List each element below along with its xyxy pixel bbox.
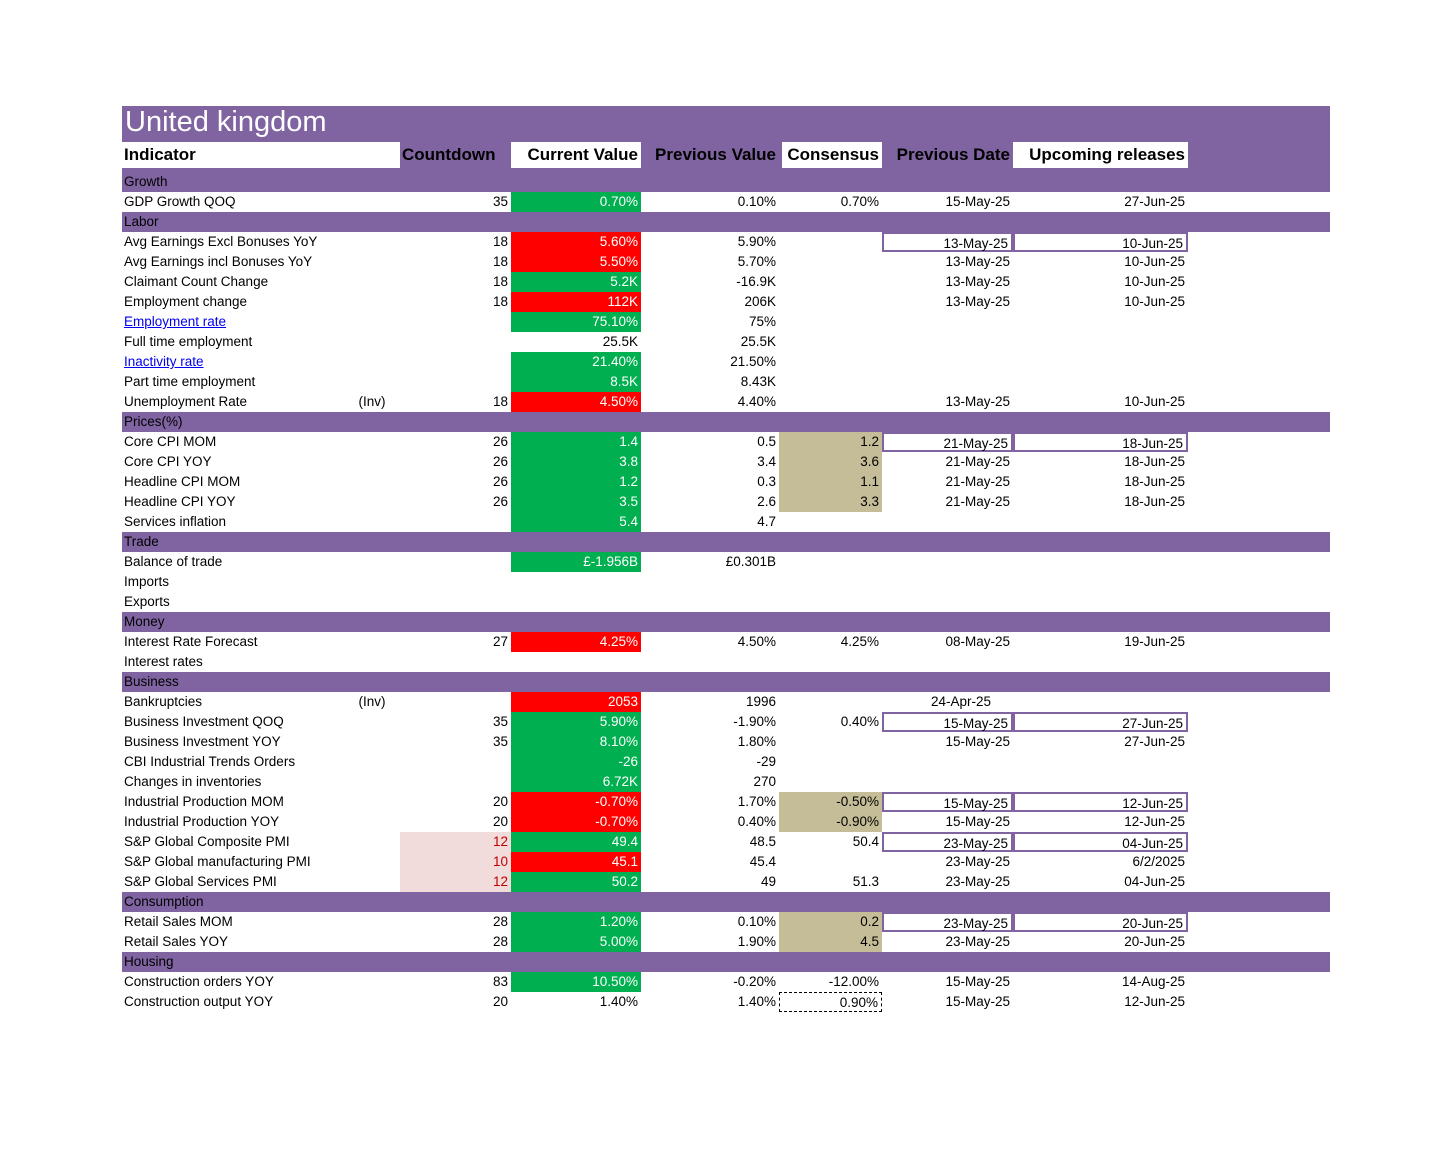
current-value-cell: 75.10% <box>511 312 641 332</box>
previous-value-cell: 4.7 <box>757 514 776 529</box>
header-countdown: Countdown <box>402 145 496 164</box>
countdown-cell: 26 <box>492 474 508 489</box>
consensus-cell <box>779 692 882 712</box>
consensus-cell: -0.90% <box>779 812 882 832</box>
upcoming-release-cell: 04-Jun-25 <box>1013 832 1188 852</box>
upcoming-release-cell <box>1013 752 1188 772</box>
countdown-cell: 26 <box>492 454 508 469</box>
countdown-cell: 10 <box>400 852 511 872</box>
previous-value-cell: 3.4 <box>757 454 776 469</box>
countdown-cell <box>400 312 511 332</box>
table-row <box>122 592 1330 612</box>
consensus-cell <box>779 852 882 872</box>
previous-value-cell: 4.40% <box>737 394 776 409</box>
previous-value-cell: 45.4 <box>749 854 776 869</box>
current-value-cell: 2053 <box>511 692 641 712</box>
previous-value-cell: 270 <box>753 774 776 789</box>
indicator-name: Balance of trade <box>124 554 223 569</box>
countdown-cell: 18 <box>492 294 508 309</box>
consensus-cell <box>779 272 882 292</box>
consensus-cell <box>779 312 882 332</box>
indicator-name: Retail Sales YOY <box>124 934 229 949</box>
indicator-name: Industrial Production YOY <box>124 814 280 829</box>
current-value-cell: 112K <box>511 292 641 312</box>
indicator-name: Retail Sales MOM <box>124 914 233 929</box>
indicator-name: Exports <box>124 594 170 609</box>
table-row <box>122 312 1330 332</box>
countdown-cell: 12 <box>400 872 511 892</box>
current-value-cell: 1.2 <box>511 472 641 492</box>
consensus-cell: 0.2 <box>779 912 882 932</box>
previous-date-cell: 08-May-25 <box>945 634 1010 649</box>
indicator-name: Interest rates <box>124 654 203 669</box>
consensus-cell <box>779 392 882 412</box>
previous-date-cell <box>882 772 1013 792</box>
countdown-cell: 20 <box>492 814 508 829</box>
upcoming-release-cell: 04-Jun-25 <box>1124 874 1185 889</box>
upcoming-release-cell: 10-Jun-25 <box>1124 254 1185 269</box>
table-row <box>122 812 1330 832</box>
table-row <box>122 372 1330 392</box>
header-current-value: Current Value <box>511 142 641 168</box>
previous-value-cell: 0.5 <box>757 434 776 449</box>
consensus-cell: -0.50% <box>779 792 882 812</box>
countdown-cell: 83 <box>492 974 508 989</box>
upcoming-release-cell: 19-Jun-25 <box>1124 634 1185 649</box>
table-row <box>122 832 1330 852</box>
table-row <box>122 272 1330 292</box>
previous-value-cell: 8.43K <box>740 374 776 389</box>
previous-date-cell: 15-May-25 <box>882 712 1013 732</box>
upcoming-release-cell <box>1013 312 1188 332</box>
consensus-cell <box>779 352 882 372</box>
table-row <box>122 972 1330 992</box>
consensus-cell: 0.70% <box>840 194 879 209</box>
table-row <box>122 632 1330 652</box>
consensus-cell <box>779 292 882 312</box>
consensus-cell <box>779 652 882 672</box>
table-row <box>122 292 1330 312</box>
upcoming-release-cell: 10-Jun-25 <box>1124 394 1185 409</box>
previous-value-cell: 1.70% <box>737 794 776 809</box>
sheet-title: United kingdom <box>122 106 1330 140</box>
indicator-name: S&P Global manufacturing PMI <box>124 854 311 869</box>
countdown-cell: 26 <box>492 434 508 449</box>
previous-value-cell: -16.9K <box>736 274 776 289</box>
previous-value-cell: 206K <box>744 294 776 309</box>
indicator-name: GDP Growth QOQ <box>124 194 236 209</box>
table-row <box>122 712 1330 732</box>
current-value-cell: 49.4 <box>511 832 641 852</box>
current-value-cell: 5.4 <box>511 512 641 532</box>
indicator-name: Headline CPI MOM <box>124 474 241 489</box>
indicator-link[interactable]: Inactivity rate <box>124 354 204 369</box>
indicator-name: Core CPI MOM <box>124 434 217 449</box>
countdown-cell <box>400 592 511 612</box>
table-row <box>122 752 1330 772</box>
indicator-name: S&P Global Services PMI <box>124 874 277 889</box>
countdown-cell <box>400 552 511 572</box>
countdown-cell <box>400 692 511 712</box>
previous-date-cell: 24-Apr-25 <box>930 694 991 709</box>
table-row <box>122 692 1330 712</box>
table-row <box>122 192 1330 212</box>
section-header: Trade <box>122 532 1330 552</box>
previous-date-cell: 23-May-25 <box>882 832 1013 852</box>
previous-value-cell: 5.90% <box>737 234 776 249</box>
countdown-cell: 20 <box>492 994 508 1009</box>
countdown-cell: 35 <box>492 734 508 749</box>
previous-date-cell: 15-May-25 <box>945 994 1010 1009</box>
previous-date-cell <box>882 752 1013 772</box>
current-value-cell: -0.70% <box>511 812 641 832</box>
indicator-name: Interest Rate Forecast <box>124 634 258 649</box>
upcoming-release-cell: 12-Jun-25 <box>1124 994 1185 1009</box>
previous-date-cell: 15-May-25 <box>882 792 1013 812</box>
previous-date-cell: 13-May-25 <box>945 294 1010 309</box>
countdown-cell: 20 <box>492 794 508 809</box>
upcoming-release-cell <box>1013 652 1188 672</box>
previous-value-cell: 1.40% <box>737 994 776 1009</box>
table-row <box>122 492 1330 512</box>
countdown-cell: 35 <box>492 194 508 209</box>
current-value-cell: -0.70% <box>511 792 641 812</box>
previous-date-cell <box>882 352 1013 372</box>
countdown-cell: 28 <box>492 934 508 949</box>
previous-date-cell: 23-May-25 <box>882 912 1013 932</box>
previous-date-cell <box>882 332 1013 352</box>
indicator-name: Imports <box>124 574 170 589</box>
current-value-cell <box>511 652 641 672</box>
previous-date-cell: 15-May-25 <box>945 734 1010 749</box>
countdown-cell: 18 <box>492 394 508 409</box>
table-row <box>122 772 1330 792</box>
previous-date-cell: 21-May-25 <box>945 494 1010 509</box>
upcoming-release-cell: 14-Aug-25 <box>1121 974 1185 989</box>
table-row <box>122 652 1330 672</box>
section-header: Money <box>122 612 1330 632</box>
consensus-cell: 0.90% <box>779 992 882 1012</box>
table-row <box>122 552 1330 572</box>
countdown-cell <box>400 512 511 532</box>
current-value-cell: -26 <box>511 752 641 772</box>
table-row <box>122 932 1330 952</box>
previous-value-cell: -29 <box>756 754 776 769</box>
current-value-cell: 1.20% <box>511 912 641 932</box>
previous-date-cell <box>882 312 1013 332</box>
previous-value-cell: 0.10% <box>737 914 776 929</box>
table-row <box>122 872 1330 892</box>
previous-date-cell <box>882 652 1013 672</box>
upcoming-release-cell: 18-Jun-25 <box>1124 494 1185 509</box>
section-header: Business <box>122 672 1330 692</box>
indicator-link[interactable]: Employment rate <box>124 314 227 329</box>
current-value-cell: 6.72K <box>511 772 641 792</box>
indicator-name: Services inflation <box>124 514 227 529</box>
previous-value-cell: 4.50% <box>737 634 776 649</box>
previous-date-cell: 23-May-25 <box>945 934 1010 949</box>
upcoming-release-cell <box>1013 512 1188 532</box>
countdown-cell: 18 <box>492 234 508 249</box>
countdown-cell <box>400 332 511 352</box>
current-value-cell <box>511 592 641 612</box>
current-value-cell: 5.2K <box>511 272 641 292</box>
previous-date-cell: 13-May-25 <box>945 254 1010 269</box>
consensus-cell <box>779 752 882 772</box>
indicator-name: Bankruptcies <box>124 694 203 709</box>
previous-value-cell: 1.90% <box>737 934 776 949</box>
consensus-cell <box>779 332 882 352</box>
indicator-name: Industrial Production MOM <box>124 794 284 809</box>
previous-date-cell: 23-May-25 <box>945 874 1010 889</box>
table-row <box>122 732 1330 752</box>
previous-value-cell: 0.40% <box>737 814 776 829</box>
countdown-cell: 27 <box>492 634 508 649</box>
current-value-cell: 5.60% <box>511 232 641 252</box>
indicator-name: Full time employment <box>124 334 253 349</box>
previous-value-cell <box>641 652 779 672</box>
previous-value-cell <box>641 572 779 592</box>
header-consensus: Consensus <box>782 142 882 168</box>
countdown-cell: 18 <box>492 274 508 289</box>
previous-value-cell: 0.3 <box>757 474 776 489</box>
indicator-name: Claimant Count Change <box>124 274 269 289</box>
upcoming-release-cell: 27-Jun-25 <box>1124 734 1185 749</box>
header-row <box>122 140 1330 172</box>
header-upcoming-releases: Upcoming releases <box>1013 142 1188 168</box>
current-value-cell: 5.90% <box>511 712 641 732</box>
countdown-cell <box>400 772 511 792</box>
consensus-cell: 0.40% <box>840 714 879 729</box>
section-header: Consumption <box>122 892 1330 912</box>
current-value-cell: 50.2 <box>511 872 641 892</box>
consensus-cell: 51.3 <box>852 874 879 889</box>
current-value-cell: 10.50% <box>511 972 641 992</box>
indicator-name: Avg Earnings incl Bonuses YoY <box>124 254 313 269</box>
current-value-cell: 5.00% <box>511 932 641 952</box>
indicator-name: Avg Earnings Excl Bonuses YoY <box>124 234 318 249</box>
previous-date-cell: 21-May-25 <box>945 474 1010 489</box>
inverse-flag: (Inv) <box>358 394 386 409</box>
previous-date-cell <box>882 372 1013 392</box>
consensus-cell <box>779 232 882 252</box>
countdown-cell: 28 <box>492 914 508 929</box>
upcoming-release-cell: 6/2/2025 <box>1132 854 1185 869</box>
spreadsheet <box>122 106 1330 1012</box>
previous-value-cell: £0.301B <box>725 554 776 569</box>
table-row <box>122 232 1330 252</box>
consensus-cell: 1.1 <box>779 472 882 492</box>
previous-value-cell: 49 <box>760 874 776 889</box>
current-value-cell: 3.8 <box>511 452 641 472</box>
countdown-cell <box>400 352 511 372</box>
previous-value-cell: 1996 <box>745 694 776 709</box>
countdown-cell <box>400 572 511 592</box>
previous-value-cell: 0.10% <box>737 194 776 209</box>
consensus-cell: 3.3 <box>779 492 882 512</box>
consensus-cell <box>779 772 882 792</box>
header-previous-value: Previous Value <box>655 145 776 164</box>
table-row <box>122 992 1330 1012</box>
indicator-name: S&P Global Composite PMI <box>124 834 290 849</box>
table-body <box>122 172 1330 1012</box>
consensus-cell <box>779 732 882 752</box>
current-value-cell: 5.50% <box>511 252 641 272</box>
indicator-name: Unemployment Rate <box>124 394 248 409</box>
consensus-cell <box>779 372 882 392</box>
current-value-cell: 21.40% <box>511 352 641 372</box>
countdown-cell: 35 <box>492 714 508 729</box>
upcoming-release-cell <box>1013 772 1188 792</box>
upcoming-release-cell <box>1013 352 1188 372</box>
indicator-name: Core CPI YOY <box>124 454 212 469</box>
header-previous-date: Previous Date <box>896 145 1010 164</box>
upcoming-release-cell <box>1013 692 1188 712</box>
previous-date-cell: 15-May-25 <box>945 974 1010 989</box>
consensus-cell <box>779 552 882 572</box>
previous-value-cell: 21.50% <box>730 354 776 369</box>
upcoming-release-cell: 27-Jun-25 <box>1124 194 1185 209</box>
upcoming-release-cell <box>1013 572 1188 592</box>
table-row <box>122 352 1330 372</box>
upcoming-release-cell: 10-Jun-25 <box>1013 232 1188 252</box>
previous-date-cell <box>882 552 1013 572</box>
upcoming-release-cell: 12-Jun-25 <box>1013 792 1188 812</box>
indicator-name: Business Investment YOY <box>124 734 281 749</box>
consensus-cell: 4.25% <box>840 634 879 649</box>
previous-date-cell: 15-May-25 <box>945 194 1010 209</box>
current-value-cell: 8.10% <box>511 732 641 752</box>
header-indicator: Indicator <box>122 142 400 168</box>
section-header: Growth <box>122 172 1330 192</box>
indicator-name: Business Investment QOQ <box>124 714 284 729</box>
previous-value-cell: 75% <box>748 314 776 329</box>
table-row <box>122 572 1330 592</box>
previous-date-cell <box>882 512 1013 532</box>
consensus-cell: 4.5 <box>779 932 882 952</box>
current-value-cell: 0.70% <box>511 192 641 212</box>
current-value-cell: 3.5 <box>511 492 641 512</box>
previous-date-cell: 23-May-25 <box>945 854 1010 869</box>
previous-date-cell <box>882 572 1013 592</box>
table-row <box>122 472 1330 492</box>
table-row <box>122 452 1330 472</box>
previous-date-cell: 21-May-25 <box>882 432 1013 452</box>
consensus-cell <box>779 592 882 612</box>
table-row <box>122 912 1330 932</box>
indicator-name: Changes in inventories <box>124 774 262 789</box>
upcoming-release-cell <box>1013 332 1188 352</box>
table-row <box>122 432 1330 452</box>
previous-value-cell: 2.6 <box>757 494 776 509</box>
previous-value-cell: 1.80% <box>737 734 776 749</box>
inverse-flag: (Inv) <box>358 694 386 709</box>
previous-date-cell: 13-May-25 <box>882 232 1013 252</box>
current-value-cell: 4.50% <box>511 392 641 412</box>
previous-date-cell: 13-May-25 <box>945 394 1010 409</box>
table-row <box>122 332 1330 352</box>
previous-value-cell: 25.5K <box>740 334 776 349</box>
previous-value-cell: -1.90% <box>733 714 776 729</box>
table-row <box>122 512 1330 532</box>
current-value-cell: £-1.956B <box>511 552 641 572</box>
consensus-cell: 3.6 <box>779 452 882 472</box>
consensus-cell <box>779 572 882 592</box>
section-header: Housing <box>122 952 1330 972</box>
previous-value-cell: -0.20% <box>733 974 776 989</box>
indicator-name: CBI Industrial Trends Orders <box>124 754 296 769</box>
previous-value-cell: 5.70% <box>737 254 776 269</box>
current-value-cell: 1.4 <box>511 432 641 452</box>
previous-date-cell: 15-May-25 <box>945 814 1010 829</box>
section-header: Prices(%) <box>122 412 1330 432</box>
current-value-cell: 45.1 <box>511 852 641 872</box>
current-value-cell: 25.5K <box>602 334 638 349</box>
indicator-name: Construction output YOY <box>124 994 274 1009</box>
upcoming-release-cell: 10-Jun-25 <box>1124 274 1185 289</box>
previous-value-cell <box>641 592 779 612</box>
consensus-cell <box>779 512 882 532</box>
upcoming-release-cell: 12-Jun-25 <box>1124 814 1185 829</box>
current-value-cell: 8.5K <box>511 372 641 392</box>
countdown-cell <box>400 372 511 392</box>
upcoming-release-cell: 27-Jun-25 <box>1013 712 1188 732</box>
countdown-cell <box>400 652 511 672</box>
previous-value-cell: 48.5 <box>749 834 776 849</box>
upcoming-release-cell: 18-Jun-25 <box>1013 432 1188 452</box>
table-row <box>122 852 1330 872</box>
current-value-cell: 1.40% <box>599 994 638 1009</box>
previous-date-cell <box>882 592 1013 612</box>
upcoming-release-cell <box>1013 552 1188 572</box>
upcoming-release-cell: 10-Jun-25 <box>1124 294 1185 309</box>
section-header: Labor <box>122 212 1330 232</box>
upcoming-release-cell: 20-Jun-25 <box>1013 912 1188 932</box>
previous-date-cell: 13-May-25 <box>945 274 1010 289</box>
countdown-cell: 18 <box>492 254 508 269</box>
current-value-cell: 4.25% <box>511 632 641 652</box>
current-value-cell <box>511 572 641 592</box>
table-row <box>122 792 1330 812</box>
upcoming-release-cell: 18-Jun-25 <box>1124 474 1185 489</box>
upcoming-release-cell <box>1013 592 1188 612</box>
countdown-cell: 26 <box>492 494 508 509</box>
previous-date-cell: 21-May-25 <box>945 454 1010 469</box>
indicator-name: Headline CPI YOY <box>124 494 236 509</box>
upcoming-release-cell: 18-Jun-25 <box>1124 454 1185 469</box>
consensus-cell: 50.4 <box>852 834 879 849</box>
upcoming-release-cell: 20-Jun-25 <box>1124 934 1185 949</box>
table-row <box>122 252 1330 272</box>
consensus-cell: 1.2 <box>779 432 882 452</box>
indicator-name: Part time employment <box>124 374 256 389</box>
upcoming-release-cell <box>1013 372 1188 392</box>
consensus-cell: -12.00% <box>828 974 879 989</box>
table-row <box>122 392 1330 412</box>
consensus-cell <box>779 252 882 272</box>
indicator-name: Construction orders YOY <box>124 974 274 989</box>
countdown-cell: 12 <box>400 832 511 852</box>
countdown-cell <box>400 752 511 772</box>
indicator-name: Employment change <box>124 294 248 309</box>
